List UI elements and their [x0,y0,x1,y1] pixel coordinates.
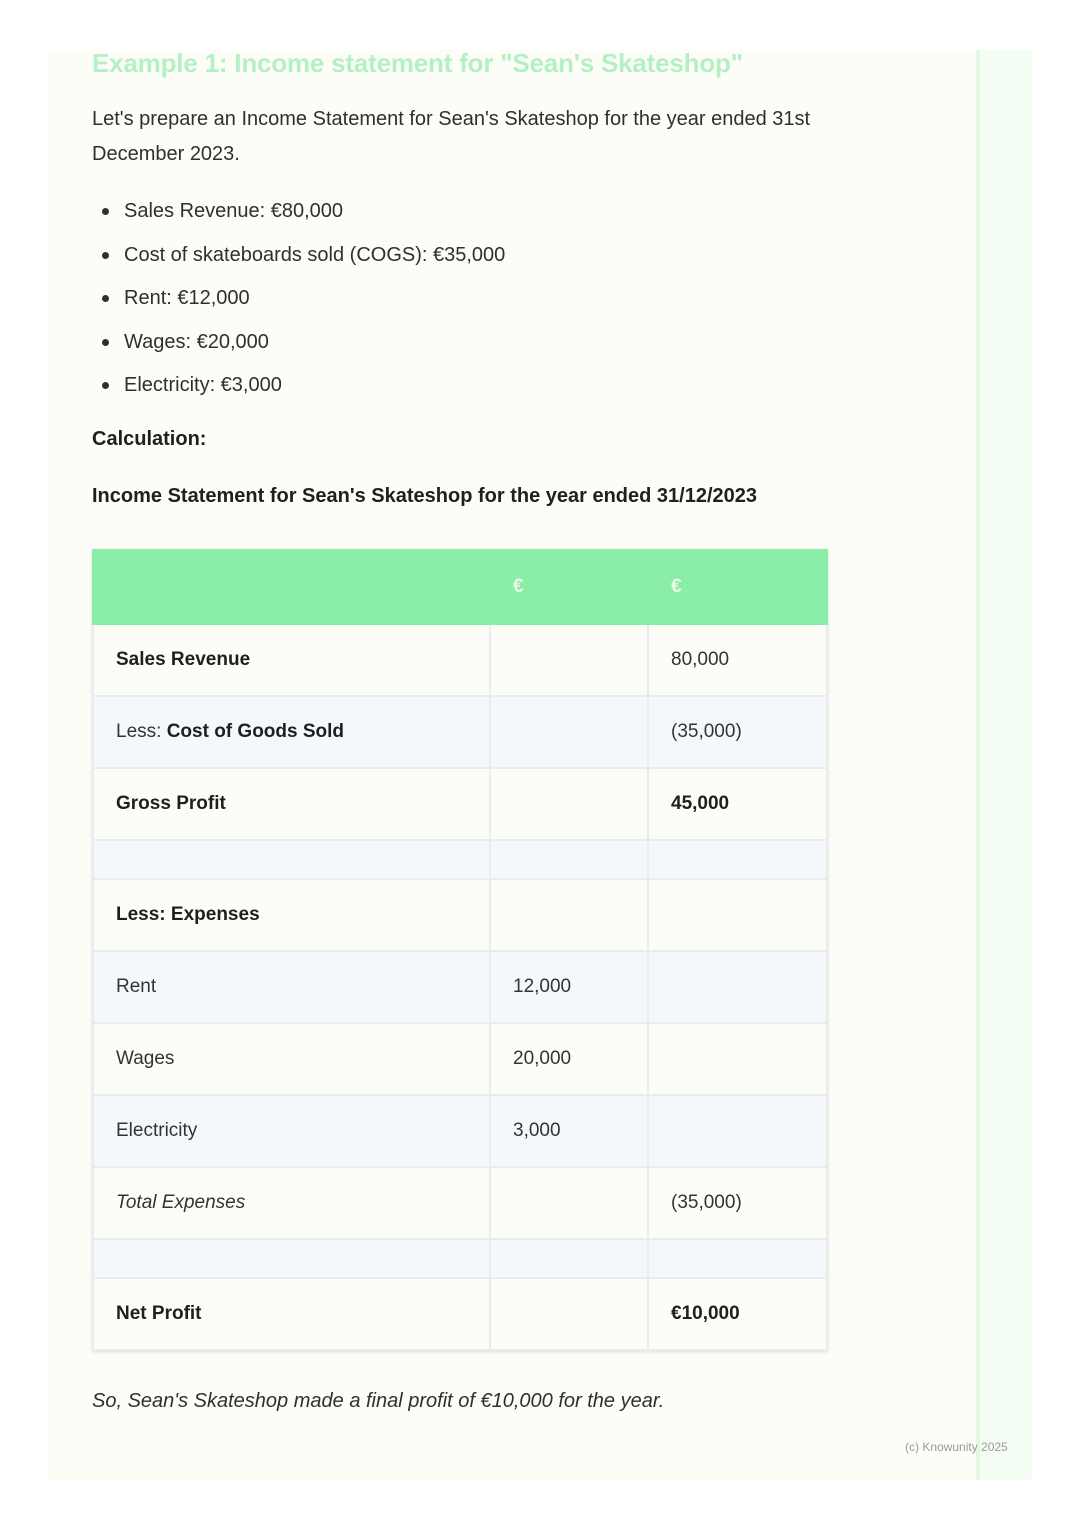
table-row-spacer [93,1239,827,1278]
row-value [490,1278,648,1350]
header-cell-currency: € [490,550,648,624]
row-value: (35,000) [648,696,827,768]
list-item: Cost of skateboards sold (COGS): €35,000 [92,236,505,280]
list-item: Wages: €20,000 [92,323,505,367]
table-header-row [93,550,827,624]
table-row [93,1023,827,1095]
table-row [93,768,827,840]
calculation-label: Calculation: [92,428,207,450]
row-value: 3,000 [490,1095,648,1167]
row-label: Rent [93,951,490,1023]
row-value: 20,000 [490,1023,648,1095]
row-value: 45,000 [648,768,827,840]
row-value: 80,000 [648,624,827,696]
side-strip [976,50,1032,1480]
row-value [490,624,648,696]
table-row [93,951,827,1023]
header-cell-label [93,550,490,624]
side-divider [976,50,980,1480]
income-statement-table [92,549,828,1351]
row-label: Less: Expenses [93,879,490,951]
row-label [93,696,490,768]
empty-cell [648,840,827,879]
row-value [490,879,648,951]
table-row [93,696,827,768]
conclusion-text: So, Sean's Skateshop made a final profit of €10,000 for the year. [92,1390,665,1412]
empty-cell [490,840,648,879]
header-cell-currency: € [648,550,827,624]
copyright-notice: (c) Knowunity 2025 [905,1440,1008,1454]
row-label-prefix: Less: [116,721,167,742]
table-row [93,1167,827,1239]
empty-cell [93,1239,490,1278]
table-row [93,1278,827,1350]
row-label: Wages [93,1023,490,1095]
list-item: Electricity: €3,000 [92,366,505,410]
intro-paragraph: Let's prepare an Income Statement for Sean's Skateshop for the year ended 31st December 2023. [92,108,811,165]
list-item: Rent: €12,000 [92,279,505,323]
row-value [490,696,648,768]
table-row [93,1095,827,1167]
row-value [648,879,827,951]
row-value [648,1095,827,1167]
table-row [93,624,827,696]
empty-cell [490,1239,648,1278]
row-label: Electricity [93,1095,490,1167]
example-title: Example 1: Income statement for "Sean's Skateshop" [92,48,743,78]
statement-title: Income Statement for Sean's Skateshop for the year ended 31/12/2023 [92,485,758,507]
row-value: (35,000) [648,1167,827,1239]
row-value [648,951,827,1023]
row-label: Gross Profit [93,768,490,840]
table-row [93,879,827,951]
row-label: Net Profit [93,1278,490,1350]
row-value: €10,000 [648,1278,827,1350]
data-list [92,192,505,410]
list-item: Sales Revenue: €80,000 [92,192,505,236]
empty-cell [93,840,490,879]
row-value [490,1167,648,1239]
row-label: Total Expenses [93,1167,490,1239]
table-row-spacer [93,840,827,879]
row-label-bold: Cost of Goods Sold [166,721,345,742]
row-value [648,1023,827,1095]
row-value [490,768,648,840]
row-label: Sales Revenue [93,624,490,696]
empty-cell [648,1239,827,1278]
row-value: 12,000 [490,951,648,1023]
